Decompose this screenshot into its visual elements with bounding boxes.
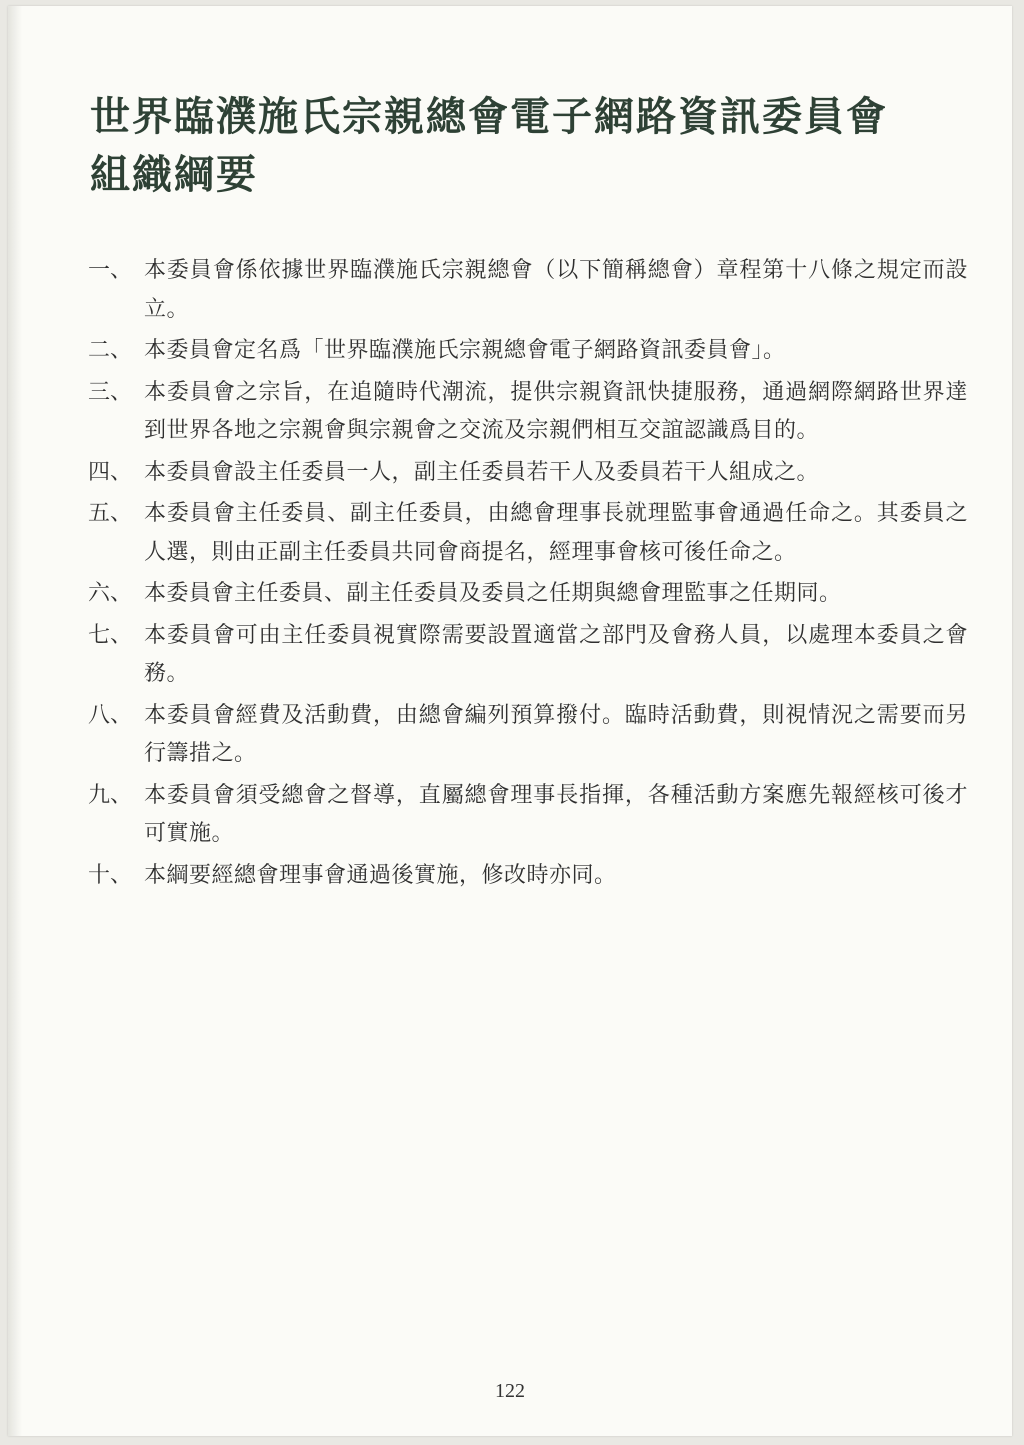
- article-text: 本委員會係依據世界臨濮施氏宗親總會（以下簡稱總會）章程第十八條之規定而設立。: [144, 258, 968, 322]
- article-2: [88, 332, 968, 371]
- article-text: 本委員會可由主任委員視實際需要設置適當之部門及會務人員，以處理本委員之會務。: [144, 622, 968, 686]
- article-8: [88, 697, 968, 774]
- page-edge-shadow: [8, 6, 22, 1436]
- article-number: 二、: [88, 338, 133, 363]
- article-6: [88, 575, 968, 614]
- document-title: [90, 88, 970, 204]
- article-4: [88, 454, 968, 493]
- article-text: 本綱要經總會理事會通過後實施，修改時亦同。: [144, 862, 617, 888]
- article-1: [88, 252, 968, 329]
- document-title-line-1: 世界臨濮施氏宗親總會電子網路資訊委員會: [90, 94, 888, 140]
- article-number: 九、: [88, 782, 133, 808]
- article-7: [88, 617, 968, 694]
- article-text: 本委員會設主任委員一人，副主任委員若干人及委員若干人組成之。: [144, 459, 820, 485]
- article-9: [88, 777, 968, 854]
- article-number: 十、: [88, 862, 133, 888]
- article-number: 五、: [88, 501, 133, 526]
- article-text: 本委員會主任委員、副主任委員，由總會理事長就理監事會通過任命之。其委員之人選，則由正副主任委員共同會商提名，經理事會核可後任命之。: [144, 501, 968, 565]
- article-number: 一、: [88, 258, 133, 283]
- article-number: 六、: [88, 581, 133, 606]
- article-text: 本委員會之宗旨，在追隨時代潮流，提供宗親資訊快捷服務，通過網際網路世界達到世界各地之宗親會與宗親會之交流及宗親們相互交誼認識爲目的。: [144, 379, 968, 443]
- article-text: 本委員會須受總會之督導，直屬總會理事長指揮，各種活動方案應先報經核可後才可實施。: [144, 782, 968, 846]
- article-text: 本委員會經費及活動費，由總會編列預算撥付。臨時活動費，則視情況之需要而另行籌措之。: [144, 702, 968, 766]
- page-number: 122: [495, 1380, 525, 1402]
- article-text: 本委員會主任委員、副主任委員及委員之任期與總會理監事之任期同。: [144, 581, 842, 606]
- article-text: 本委員會定名爲「世界臨濮施氏宗親總會電子網路資訊委員會」。: [144, 338, 786, 363]
- article-3: [88, 374, 968, 451]
- document-title-line-2: 組織綱要: [90, 152, 258, 198]
- article-number: 三、: [88, 379, 133, 405]
- article-10: [88, 857, 968, 896]
- article-number: 七、: [88, 622, 133, 648]
- article-number: 八、: [88, 702, 133, 728]
- article-list: [88, 252, 968, 898]
- article-number: 四、: [88, 459, 133, 485]
- document-page: [8, 6, 1012, 1436]
- article-5: [88, 495, 968, 572]
